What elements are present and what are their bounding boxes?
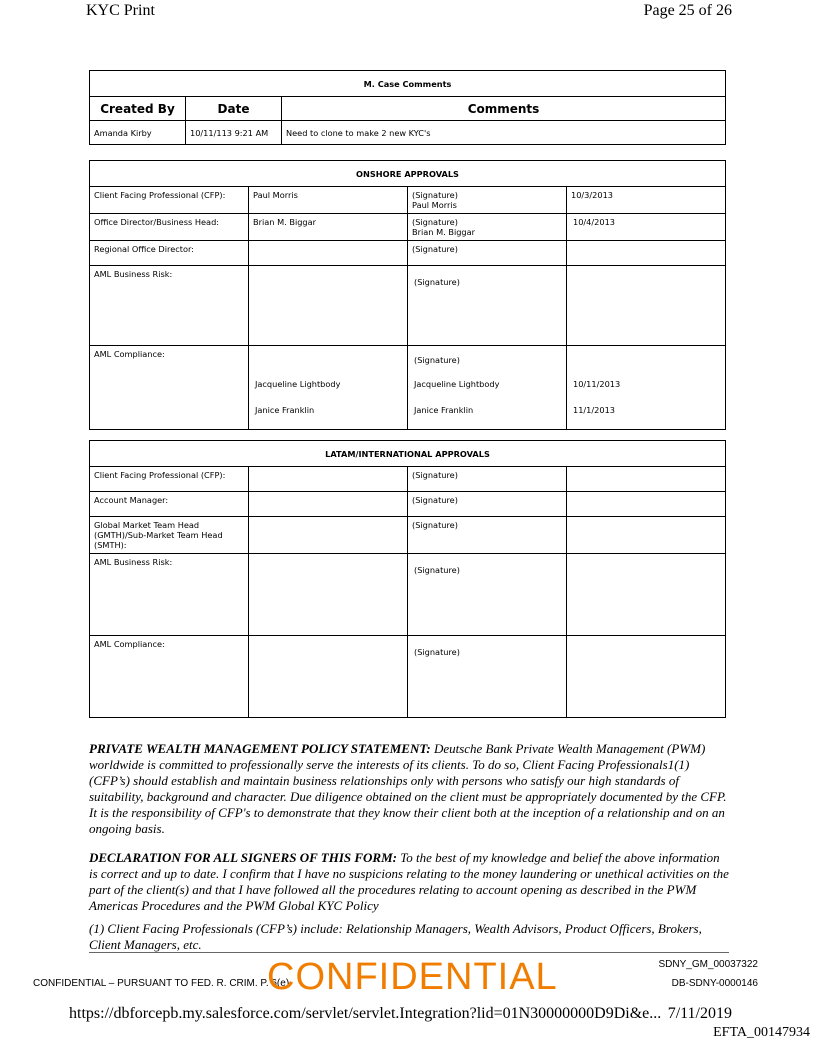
role-label: AML Compliance: [90, 636, 249, 718]
signature-label: (Signature) [408, 467, 567, 492]
col-date: Date [186, 97, 282, 121]
table-row [90, 241, 726, 266]
approval-date: 10/11/2013 [573, 379, 621, 389]
approver-name [249, 266, 408, 346]
signature-label: (Signature) [408, 492, 567, 517]
signature-label: (Signature) [412, 217, 458, 227]
approver-names-cell [249, 346, 408, 430]
approval-date: 11/1/2013 [573, 405, 615, 415]
approval-date [567, 266, 726, 346]
signature-cell [408, 346, 567, 430]
signature-label: (Signature) [408, 554, 567, 636]
table-row [90, 266, 726, 346]
signature-cell [408, 214, 567, 241]
case-comments-table [89, 70, 726, 145]
confidential-note: CONFIDENTIAL – PURSUANT TO FED. R. CRIM. P. 6(e) [33, 978, 290, 989]
onshore-approvals-table [89, 160, 726, 430]
signature-label: (Signature) [412, 190, 458, 200]
approver-name [249, 241, 408, 266]
latam-approvals-table [89, 440, 726, 718]
table-row [90, 187, 726, 214]
signature-name: Jacqueline Lightbody [414, 379, 500, 389]
role-label: Client Facing Professional (CFP): [90, 467, 249, 492]
footer-divider [89, 952, 729, 953]
approval-date: 10/3/2013 [567, 187, 726, 214]
approval-date: 10/4/2013 [567, 214, 726, 241]
bates-number-1: SDNY_GM_00037322 [658, 959, 758, 970]
role-label: AML Compliance: [90, 346, 249, 430]
approval-date-cell [567, 346, 726, 430]
efta-number: EFTA_00147934 [713, 1025, 810, 1040]
approval-date [567, 241, 726, 266]
table-row [90, 517, 726, 554]
role-label: AML Business Risk: [90, 266, 249, 346]
comment-created-by: Amanda Kirby [90, 121, 186, 145]
signature-label: (Signature) [414, 355, 460, 365]
print-title: KYC Print [86, 2, 155, 19]
comment-text: Need to clone to make 2 new KYC's [282, 121, 726, 145]
case-comments-title: M. Case Comments [90, 71, 726, 97]
table-row [90, 121, 726, 145]
signature-name: Janice Franklin [414, 405, 474, 415]
role-label: AML Business Risk: [90, 554, 249, 636]
table-row [90, 467, 726, 492]
table-row [90, 346, 726, 430]
signature-label: (Signature) [408, 241, 567, 266]
role-label: Account Manager: [90, 492, 249, 517]
policy-text: Deutsche Bank Private Wealth Management (PWM) worldwide is committed to professionally serve the interests of its clients. To do so, Client Facing Professionals1(1) (CFP’s) should establish and maintain business relationships only with persons who satisfy our high standards of suitability, background and character. Due diligence obtained on the client must be appropriately documented by the CFP. It is the responsibility of CFP's to demonstrate that they know their client both at the inception of a relationship and on an ongoing basis. [89, 741, 727, 836]
col-comments: Comments [282, 97, 726, 121]
comment-date: 10/11/113 9:21 AM [186, 121, 282, 145]
onshore-title: ONSHORE APPROVALS [90, 161, 726, 187]
latam-title: LATAM/INTERNATIONAL APPROVALS [90, 441, 726, 467]
print-date: 7/11/2019 [667, 1005, 732, 1022]
bates-number-2: DB-SDNY-0000146 [671, 978, 758, 989]
role-label: Client Facing Professional (CFP): [90, 187, 249, 214]
table-row [90, 492, 726, 517]
policy-statement [89, 741, 729, 837]
policy-heading: PRIVATE WEALTH MANAGEMENT POLICY STATEMENT: [89, 741, 431, 756]
table-row [90, 214, 726, 241]
signature-label: (Signature) [408, 636, 567, 718]
approver-name: Jacqueline Lightbody [255, 379, 341, 389]
declaration-statement [89, 850, 729, 914]
signature-cell [408, 187, 567, 214]
footnote: (1) Client Facing Professionals (CFP’s) include: Relationship Managers, Wealth Advisors, Product Officers, Brokers, Client Managers, etc. [89, 921, 702, 952]
role-label: Office Director/Business Head: [90, 214, 249, 241]
approver-name: Janice Franklin [255, 405, 315, 415]
confidential-stamp: CONFIDENTIAL [267, 956, 558, 998]
source-url: https://dbforcepb.my.salesforce.com/servlet/servlet.Integration?lid=01N30000000D9Di&e... [69, 1005, 662, 1022]
table-row [90, 636, 726, 718]
signature-name: Paul Morris [412, 200, 457, 210]
role-label: Regional Office Director: [90, 241, 249, 266]
declaration-text: To the best of my knowledge and belief the above information is correct and up to date. I confirm that I have no suspicions relating to the money laundering or unethical activities on the part of the client(s) and that I have followed all the procedures relating to account opening as described in the PWM Americas Procedures and the PWM Global KYC Policy [89, 850, 729, 913]
approver-name: Brian M. Biggar [249, 214, 408, 241]
table-row [90, 554, 726, 636]
declaration-heading: DECLARATION FOR ALL SIGNERS OF THIS FORM: [89, 850, 397, 865]
signature-label: (Signature) [408, 517, 567, 554]
approver-name: Paul Morris [249, 187, 408, 214]
page-number: Page 25 of 26 [643, 2, 732, 19]
col-created-by: Created By [90, 97, 186, 121]
signature-name: Brian M. Biggar [412, 227, 476, 237]
role-label: Global Market Team Head (GMTH)/Sub-Market Team Head (SMTH): [90, 517, 249, 554]
signature-label: (Signature) [408, 266, 567, 346]
